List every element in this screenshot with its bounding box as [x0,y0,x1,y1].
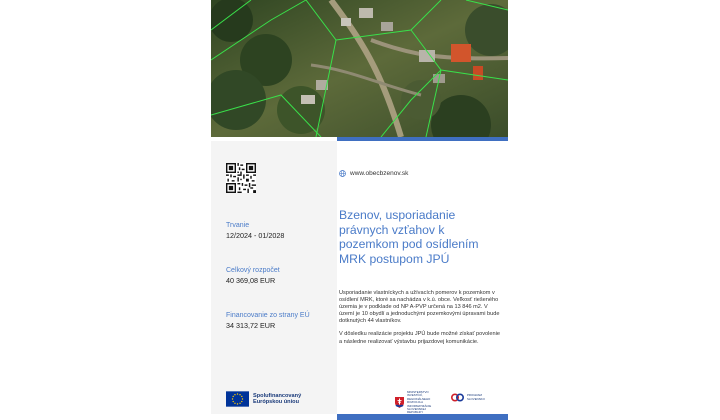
eu-flag-icon [226,391,249,407]
duration-value: 12/2024 - 01/2028 [226,231,285,240]
program-slovensko-logo [451,393,495,402]
website-link[interactable] [339,170,408,177]
program-logo-text: PROGRAM SLOVENSKO [467,393,485,401]
budget-label: Celkový rozpočet [226,267,280,274]
slovak-coat-of-arms-icon [395,397,404,408]
aerial-map-photo [211,0,508,137]
accent-bar-top [337,137,508,141]
program-slovensko-icon [451,393,465,402]
budget-value: 40 369,08 EUR [226,276,276,285]
duration-label: Trvanie [226,222,250,229]
eu-cofunded-logo [226,391,311,407]
globe-icon [339,170,346,177]
website-url: www.obecbzenov.sk [350,170,409,177]
ministry-logo [395,391,437,415]
eu-funding-label: Financovanie zo strany EÚ [226,312,310,319]
project-title: Bzenov, usporiadanie právnych vzťahov k pozemkom pod osídlením MRK postupom JPÚ [339,208,479,266]
project-description [339,290,504,346]
description-paragraph: Usporiadanie vlastníckych a užívacích pomerov k pozemkom v osídlení MRK, ktoré sa nachádza v k.ú. obce. Veľkosť riešeného územia je v podklade od NP A-PVP určená na 13 846 m2. V území je 10 obydlí a jednoduchými pozemkovými úpravami bude dotknutých 44 vlastníkov. [339,290,500,325]
eu-funding-value: 34 313,72 EUR [226,321,276,330]
description-paragraph: V dôsledku realizácie projektu JPÚ bude možné získať povolenie a následne realizovať výstavbu prijazdovej komunikácie. [339,331,500,345]
ministry-logo-text: MINISTERSTVO INVESTÍCIÍ, REGIONÁLNEHO ROZVOJA A INFORMATIZÁCIE SLOVENSKEJ REPUBLIKY [407,390,432,415]
project-poster [211,0,508,420]
eu-logo-text: Spolufinancovaný Európskou úniou [253,392,302,405]
accent-bar-bottom [337,414,508,420]
qr-code[interactable] [226,163,256,193]
